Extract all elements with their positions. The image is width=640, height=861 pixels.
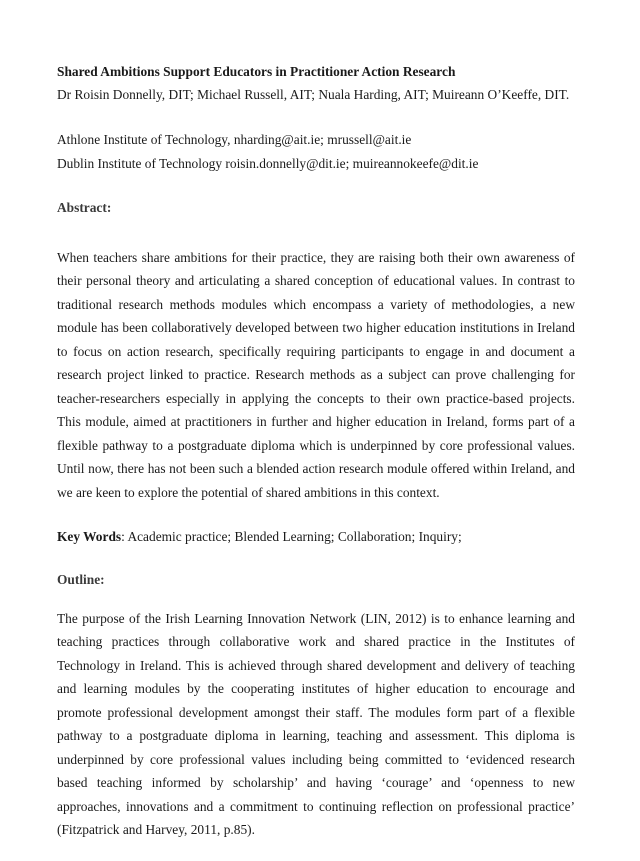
author-list: Dr Roisin Donnelly, DIT; Michael Russell, AIT; Nuala Harding, AIT; Muireann O’Keeffe, DIT. — [57, 87, 570, 102]
paper-title: Shared Ambitions Support Educators in Practitioner Action Research — [57, 64, 456, 79]
affiliation-dit: Dublin Institute of Technology roisin.donnelly@dit.ie; muireannokeefe@dit.ie — [57, 155, 479, 171]
keywords-label: Key Words — [57, 529, 122, 544]
outline-heading: Outline: — [57, 572, 105, 587]
keywords-text: : Academic practice; Blended Learning; Collaboration; Inquiry; — [121, 529, 462, 544]
outline-body: The purpose of the Irish Learning Innovation Network (LIN, 2012) is to enhance learning and teaching practices through collaborative work and shared practice in the Institutes of Technology in Ireland. This is achieved through shared development and delivery of teaching and learning modules by the cooperating institutes of higher education to encourage and promote professional development amongst their staff. The modules form part of a flexible pathway to a postgraduate diploma in learning, teaching and assessment. This diploma is underpinned by core professional values including being committed to ‘evidenced research based teaching informed by scholarship’ and having ‘courage’ and ‘openness to new approaches, innovations and a commitment to continuing reflection on professional practice’ (Fitzpatrick and Harvey, 2011, p.85). — [57, 611, 575, 838]
affiliations-block — [57, 128, 478, 175]
affiliation-ait: Athlone Institute of Technology, nharding@ait.ie; mrussell@ait.ie — [57, 132, 412, 147]
abstract-body: When teachers share ambitions for their practice, they are raising both their own awareness of their personal theory and articulating a shared conception of educational values. In contrast to traditional research methods modules which encompass a variety of methodologies, a new module has been collaboratively developed between two higher education institutions in Ireland to focus on action research, specifically requiring participants to engage in and document a research project linked to practice. Research methods as a subject can prove challenging for teacher-researchers especially in applying the concepts to their own practice-based projects. This module, aimed at practitioners in further and higher education in Ireland, forms part of a flexible pathway to a postgraduate diploma which is underpinned by core professional values. Until now, there has not been such a blended action research module offered within Ireland, and we are keen to explore the potential of shared ambitions in this context. — [57, 250, 575, 500]
keywords-line — [57, 529, 462, 545]
abstract-heading: Abstract: — [57, 200, 112, 215]
